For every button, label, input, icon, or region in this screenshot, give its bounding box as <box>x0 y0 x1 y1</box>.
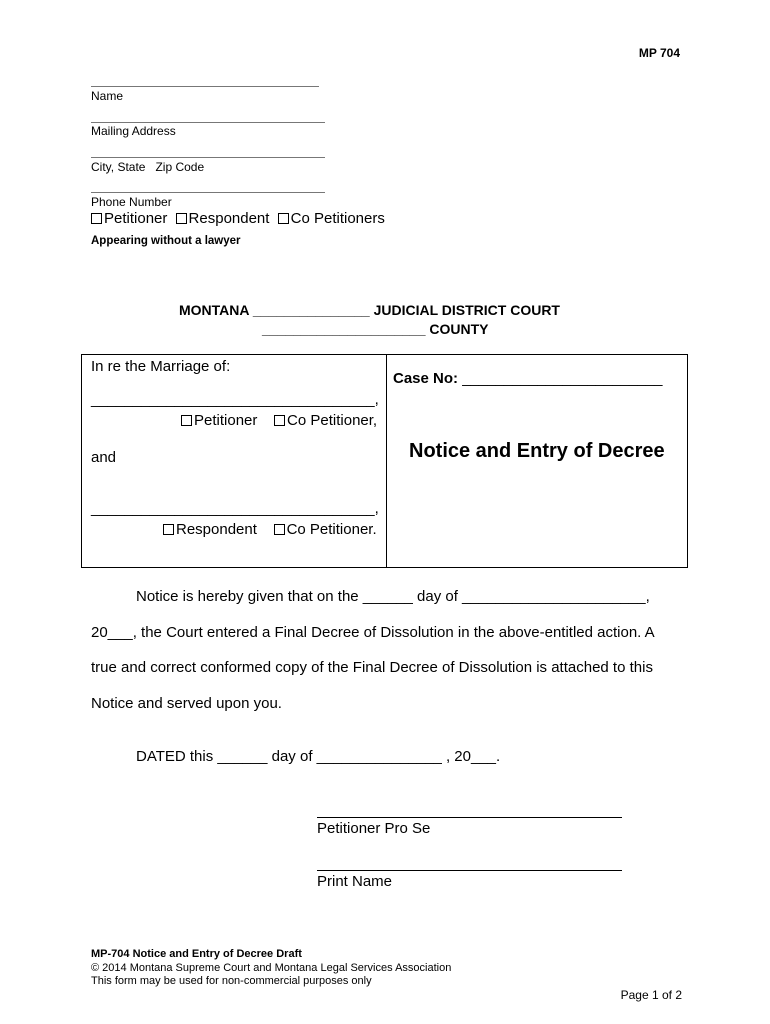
mailing-address-label: Mailing Address <box>91 124 176 138</box>
name-label: Name <box>91 89 124 103</box>
notice-line1: Notice is hereby given that on the ______ day of ______________________, <box>136 588 650 605</box>
footer-form-title: MP-704 Notice and Entry of Decree Draft <box>91 948 302 960</box>
petitioner-signature-line[interactable] <box>317 817 622 818</box>
case-number-blank[interactable]: ________________________ <box>462 370 663 387</box>
case-number-row <box>393 370 662 387</box>
party1-copetitioner-label: Co Petitioner, <box>287 412 378 429</box>
notice-line3: true and correct conformed copy of the Final Decree of Dissolution is attached to this <box>91 659 653 676</box>
caption-divider <box>386 355 387 567</box>
document-title: Notice and Entry of Decree <box>409 440 665 462</box>
court-heading-line1 <box>179 302 560 318</box>
party1-copetitioner-checkbox[interactable] <box>274 415 285 426</box>
party1-petitioner-label: Petitioner <box>194 412 258 429</box>
party2-name-blank[interactable]: __________________________________, <box>91 500 379 517</box>
appearing-without-lawyer: Appearing without a lawyer <box>91 235 241 247</box>
party2-respondent-checkbox[interactable] <box>163 524 174 535</box>
respondent-checkbox[interactable] <box>176 213 187 224</box>
dated-line: DATED this ______ day of _______________ , 20___. <box>136 748 501 765</box>
phone-number-line[interactable] <box>91 192 325 193</box>
in-re-marriage-label: In re the Marriage of: <box>91 358 231 375</box>
party2-copetitioner-label: Co Petitioner. <box>286 521 377 538</box>
district-blank[interactable]: _______________ <box>252 302 370 318</box>
party1-role-options <box>181 412 377 429</box>
county-blank[interactable]: _____________________ <box>262 321 426 337</box>
mailing-address-line[interactable] <box>91 122 325 123</box>
party2-copetitioner-checkbox[interactable] <box>274 524 285 535</box>
party1-petitioner-checkbox[interactable] <box>181 415 192 426</box>
phone-number-label: Phone Number <box>91 195 172 209</box>
co-petitioners-checkbox[interactable] <box>278 213 289 224</box>
party1-name-blank[interactable]: __________________________________, <box>91 391 379 408</box>
respondent-option-label: Respondent <box>188 210 270 227</box>
petitioner-option-label: Petitioner <box>104 210 168 227</box>
party2-role-options <box>163 521 377 538</box>
co-petitioners-option-label: Co Petitioners <box>290 210 385 227</box>
petitioner-checkbox[interactable] <box>91 213 102 224</box>
party-role-options <box>91 210 385 227</box>
party2-respondent-label: Respondent <box>176 521 257 538</box>
print-name-line[interactable] <box>317 870 622 871</box>
footer-copyright: © 2014 Montana Supreme Court and Montana Legal Services Association <box>91 962 452 974</box>
city-state-zip-line[interactable] <box>91 157 325 158</box>
county-label: COUNTY <box>429 321 489 337</box>
petitioner-pro-se-label: Petitioner Pro Se <box>317 820 431 837</box>
court-heading-line2 <box>262 321 489 337</box>
city-state-zip-label: City, State Zip Code <box>91 160 205 174</box>
court-state: MONTANA <box>179 302 249 318</box>
name-line[interactable] <box>91 86 319 87</box>
case-number-label: Case No: <box>393 370 459 387</box>
notice-line4: Notice and served upon you. <box>91 695 282 712</box>
form-code: MP 704 <box>638 46 680 60</box>
district-label: JUDICIAL DISTRICT COURT <box>373 302 560 318</box>
notice-line2: 20___, the Court entered a Final Decree of Dissolution in the above-entitled action. A <box>91 624 655 641</box>
page-number: Page 1 of 2 <box>620 988 682 1002</box>
footer-usage: This form may be used for non-commercial purposes only <box>91 975 372 987</box>
and-label: and <box>91 449 117 466</box>
print-name-label: Print Name <box>317 873 393 890</box>
